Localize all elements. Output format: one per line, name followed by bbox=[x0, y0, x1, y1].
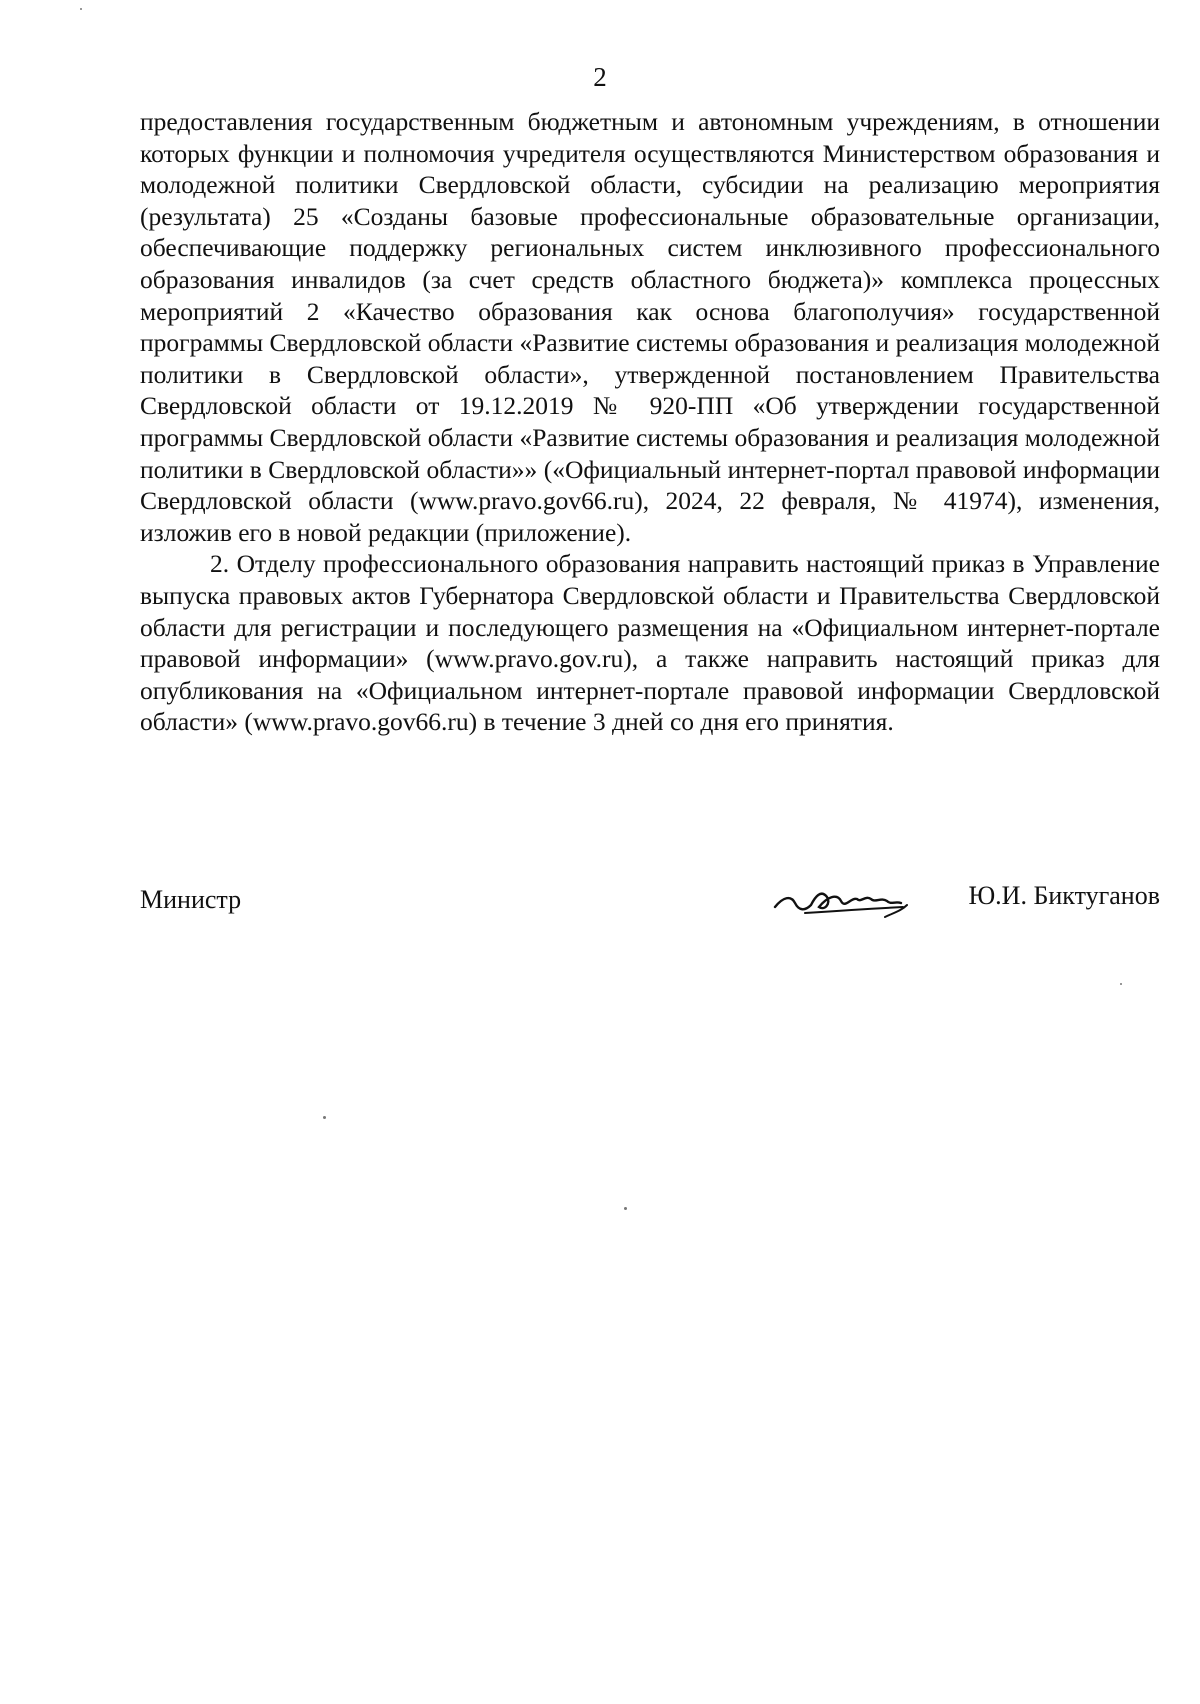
document-body bbox=[140, 106, 1160, 738]
signer-position: Министр bbox=[140, 885, 242, 914]
paragraph-continuation: предоставления государственным бюджетным и автономным учреждениям, в отношении которых функции и полномочия учредителя осуществляются Министерством образования и молодежной политики Свердловской области, субсидии на реализацию мероприятия (результата) 25 «Созданы базовые профессиональные образовательные организации, обеспечивающие поддержку региональных систем инклюзивного профессионального образования инвалидов (за счет средств областного бюджета)» комплекса процессных мероприятий 2 «Качество образования как основа благополучия» государственной программы Свердловской области «Развитие системы образования и реализация молодежной политики в Свердловской области», утвержденной постановлением Правительства Свердловской области от 19.12.2019 № 920-ПП «Об утверждении государственной программы Свердловской области «Развитие системы образования и реализация молодежной политики в Свердловской области»» («Официальный интернет-портал правовой информации Свердловской области (www.pravo.gov66.ru), 2024, 22 февраля, № 41974), изменения, изложив его в новой редакции (приложение). bbox=[140, 107, 1160, 547]
signature-block bbox=[140, 875, 1160, 935]
paragraph-item-2: 2. Отделу профессионального образования направить настоящий приказ в Управление выпуска правовых актов Губернатора Свердловской области и Правительства Свердловской области для регистрации и последующего размещения на «Официальном интернет-портале правовой информации» (www.pravo.gov.ru), а также направить настоящий приказ для опубликования на «Официальном интернет-портале правовой информации Свердловской области» (www.pravo.gov66.ru) в течение 3 дней со дня его принятия. bbox=[140, 549, 1160, 737]
scan-artifact bbox=[80, 8, 82, 10]
scan-artifact bbox=[624, 1207, 627, 1210]
page-number: 2 bbox=[593, 62, 607, 92]
signer-name: Ю.И. Биктуганов bbox=[968, 881, 1160, 910]
handwritten-signature bbox=[765, 867, 925, 927]
scan-artifact bbox=[323, 1116, 326, 1119]
scan-artifact bbox=[1120, 983, 1122, 985]
